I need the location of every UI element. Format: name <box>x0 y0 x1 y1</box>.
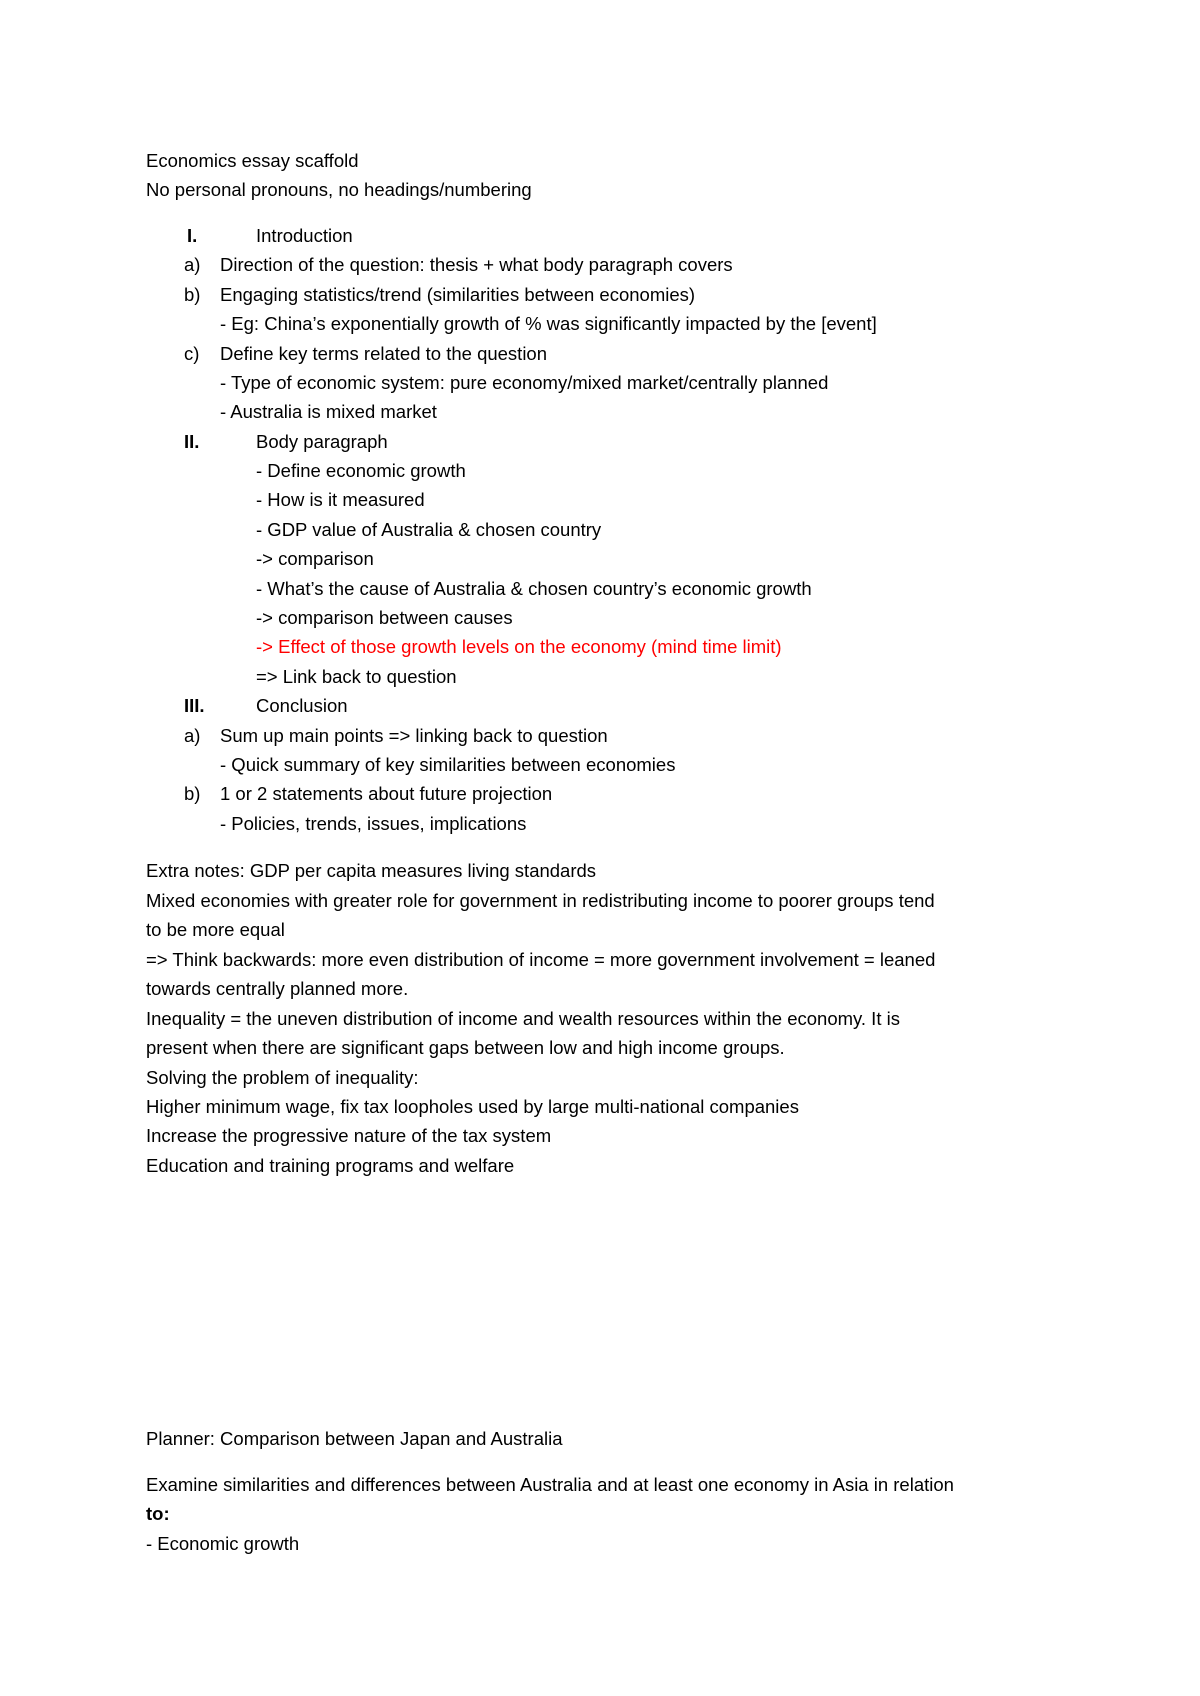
conclusion-point-a-sub: - Quick summary of key similarities between economies <box>220 754 676 775</box>
intro-point-b-sub: - Eg: China’s exponentially growth of % was significantly impacted by the [event] <box>220 313 877 334</box>
body-item: -> comparison between causes <box>256 607 513 628</box>
intro-point-a: Direction of the question: thesis + what body paragraph covers <box>220 254 733 275</box>
intro-point-c: Define key terms related to the question <box>220 343 548 364</box>
planner-topic: - Economic growth <box>146 1533 300 1554</box>
body-item: - What’s the cause of Australia & chosen country’s economic growth <box>256 578 812 599</box>
intro-point-c-sub-2: - Australia is mixed market <box>220 401 437 422</box>
extra-notes-line: Extra notes: GDP per capita measures living standards <box>146 860 597 881</box>
extra-notes-line: to be more equal <box>146 919 285 940</box>
roman-numeral-1: I. <box>187 225 198 246</box>
conclusion-label: Conclusion <box>256 695 348 716</box>
body-item: - GDP value of Australia & chosen country <box>256 519 602 540</box>
body-item: - Define economic growth <box>256 460 466 481</box>
roman-numeral-2: II. <box>184 431 200 452</box>
extra-notes-line: Mixed economies with greater role for government in redistributing income to poorer groups tend <box>146 890 935 911</box>
body-paragraph-label: Body paragraph <box>256 431 388 452</box>
document-title: Economics essay scaffold <box>146 150 359 171</box>
list-marker-a: a) <box>184 254 201 275</box>
extra-notes-line: => Think backwards: more even distribution of income = more government involvement = leaned <box>146 949 936 970</box>
list-marker-b: b) <box>184 783 201 804</box>
conclusion-point-b-sub: - Policies, trends, issues, implications <box>220 813 527 834</box>
extra-notes-line: Education and training programs and welfare <box>146 1155 515 1176</box>
conclusion-point-b: 1 or 2 statements about future projection <box>220 783 553 804</box>
planner-question: Examine similarities and differences between Australia and at least one economy in Asia in relation <box>146 1474 954 1495</box>
extra-notes-line: Solving the problem of inequality: <box>146 1067 419 1088</box>
intro-point-b: Engaging statistics/trend (similarities between economies) <box>220 284 696 305</box>
list-marker-c: c) <box>184 343 200 364</box>
introduction-label: Introduction <box>256 225 353 246</box>
body-item: - How is it measured <box>256 489 425 510</box>
extra-notes-line: Increase the progressive nature of the tax system <box>146 1125 552 1146</box>
planner-title: Planner: Comparison between Japan and Australia <box>146 1428 563 1449</box>
body-item: -> comparison <box>256 548 374 569</box>
rules-line: No personal pronouns, no headings/numbering <box>146 179 532 200</box>
planner-question-continuation: to: <box>146 1503 170 1524</box>
conclusion-point-a: Sum up main points => linking back to question <box>220 725 608 746</box>
extra-notes-line: towards centrally planned more. <box>146 978 409 999</box>
extra-notes-line: Higher minimum wage, fix tax loopholes used by large multi-national companies <box>146 1096 799 1117</box>
intro-point-c-sub-1: - Type of economic system: pure economy/mixed market/centrally planned <box>220 372 829 393</box>
roman-numeral-3: III. <box>184 695 205 716</box>
extra-notes-line: Inequality = the uneven distribution of income and wealth resources within the economy. It is <box>146 1008 900 1029</box>
body-item-highlighted: -> Effect of those growth levels on the economy (mind time limit) <box>256 636 782 657</box>
extra-notes-line: present when there are significant gaps between low and high income groups. <box>146 1037 785 1058</box>
list-marker-a: a) <box>184 725 201 746</box>
list-marker-b: b) <box>184 284 201 305</box>
body-item: => Link back to question <box>256 666 457 687</box>
